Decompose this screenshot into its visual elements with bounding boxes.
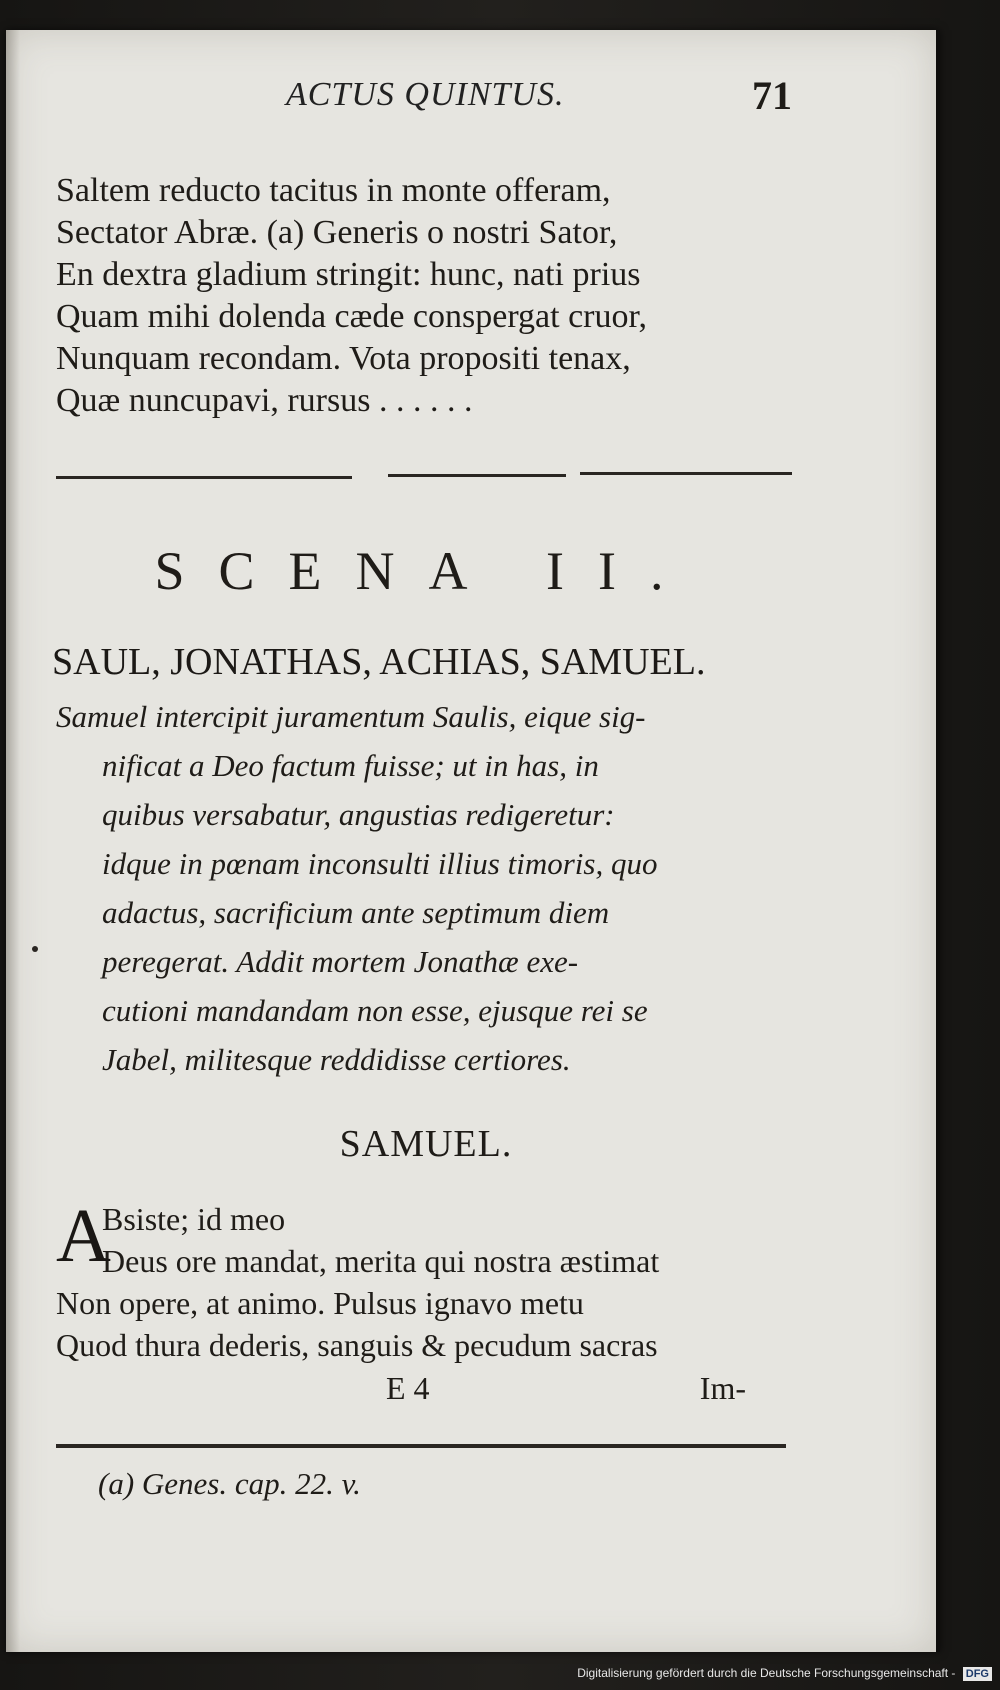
scene-divider-rule [580,472,792,475]
argument-line: peregerat. Addit mortem Jonathæ exe- [102,944,579,979]
speaker-name: SAMUEL. [339,1123,513,1165]
verse-line: Sectator Abræ. (a) Generis o nostri Sator, [56,214,618,251]
argument-line: quibus versabatur, angustias redigeretur: [102,797,615,832]
page-number: 71 [752,73,792,118]
verse-line: Quam mihi dolenda cæde conspergat cruor, [56,298,647,335]
speech-line: Deus ore mandat, merita qui nostra æstimat [102,1243,660,1279]
argument-line: cutioni mandandam non esse, ejusque rei se [102,993,648,1028]
scene-argument [56,692,796,1084]
scene-divider-rule [388,474,566,477]
verse-line: En dextra gladium stringit: hunc, nati prius [56,256,641,293]
verse-block [56,170,796,422]
page-gutter-shadow [6,30,20,1652]
dfg-logo: DFG [963,1667,992,1681]
speech-block [56,1194,796,1366]
verse-line: Saltem reducto tacitus in monte offeram, [56,172,611,209]
margin-mark [32,946,38,952]
speech-line: Non opere, at animo. Pulsus ignavo metu [56,1285,584,1321]
scene-title: SCENA II. [154,541,698,601]
running-title: ACTUS QUINTUS. [286,76,565,113]
signature-mark: E 4 [386,1370,430,1406]
speech-line: Bsiste; id meo [102,1201,286,1237]
argument-line: Jabel, militesque reddidisse certiores. [102,1042,571,1077]
credit-text: Digitalisierung gefördert durch die Deutsche Forschungsgemeinschaft - [577,1666,956,1680]
running-head [56,73,792,118]
digitization-credit [577,1666,992,1686]
verse-line: Nunquam recondam. Vota propositi tenax, [56,340,631,377]
argument-line: adactus, sacrificium ante septimum diem [102,895,610,930]
catchword: Im- [699,1370,746,1406]
scene-characters: SAUL, JONATHAS, ACHIAS, SAMUEL. [52,641,706,683]
footnote: (a) Genes. cap. 22. v. [98,1466,361,1501]
drop-cap: A [56,1194,111,1278]
speech-line: Quod thura dederis, sanguis & pecudum sacras [56,1327,658,1363]
argument-line: Samuel intercipit juramentum Saulis, eique sig- [56,699,646,734]
argument-line: idque in pœnam inconsulti illius timoris, quo [102,846,658,881]
argument-line: nificat a Deo factum fuisse; ut in has, in [102,748,599,783]
page-footer [56,1370,796,1412]
footnote-rule [56,1444,786,1448]
verse-line: Quæ nuncupavi, rursus . . . . . . [56,382,473,419]
scene-divider-rule [56,476,352,479]
